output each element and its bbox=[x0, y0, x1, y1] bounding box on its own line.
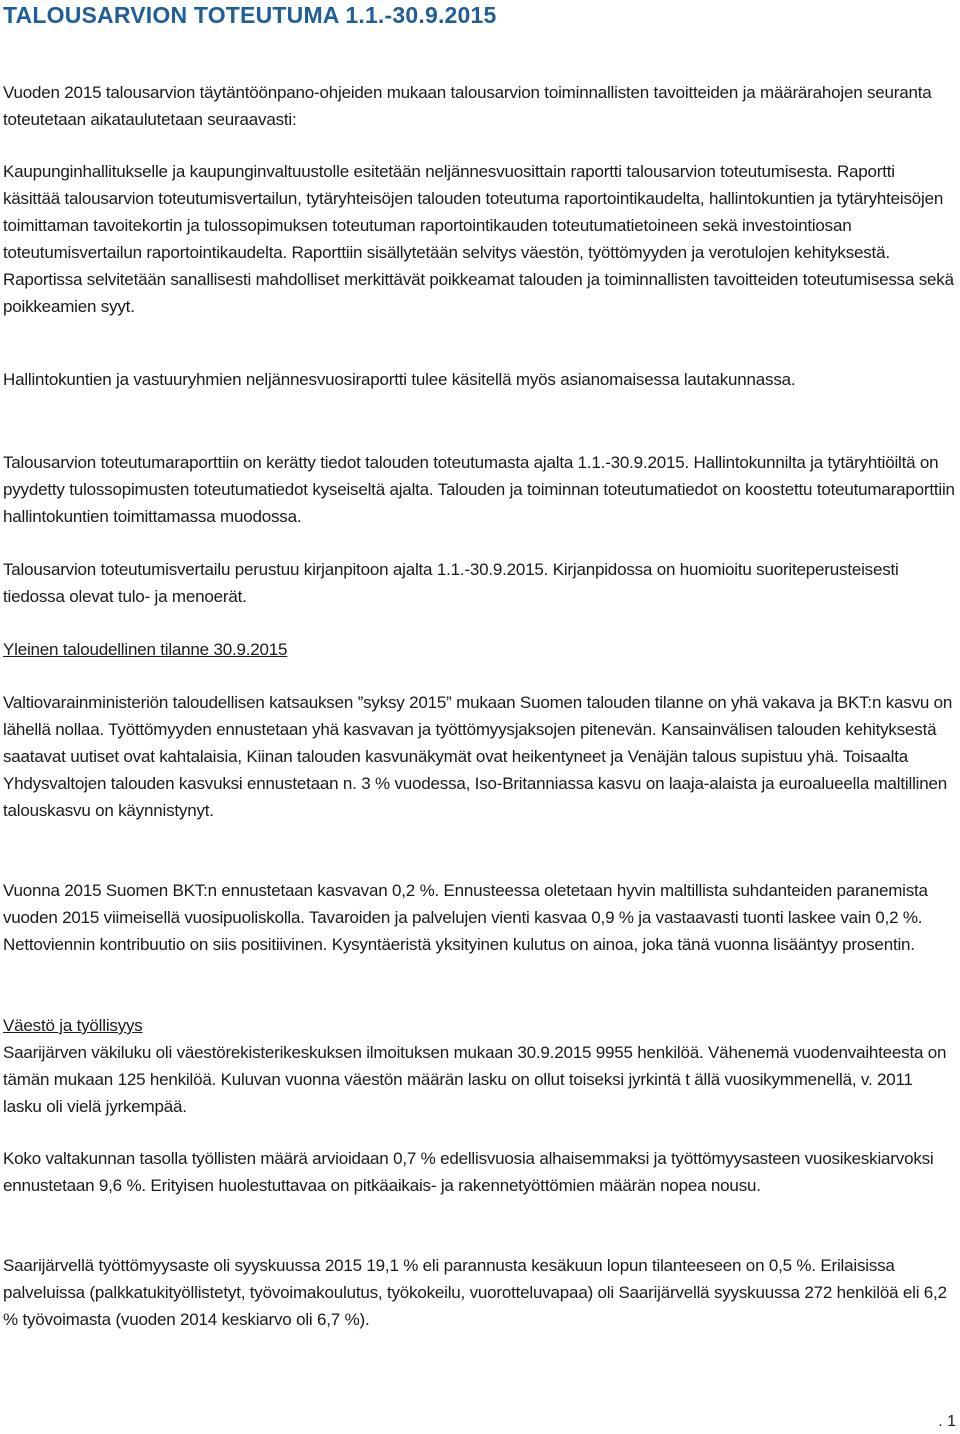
paragraph-economy-1: Valtiovarainministeriön taloudellisen katsauksen ”syksy 2015” mukaan Suomen talouden tilanne on yhä vakava ja BKT:n kasvu on lähellä nollaa. Työttömyyden ennustetaan yhä kasvavan ja työttömyysjaksojen pitenevän. Kansainvälisen talouden kehityksestä saatavat uutiset ovat kahtalaisia, Kiinan talouden kasvunäkymät ovat heikentyneet ja Venäjän talous supistuu yhä. Toisaalta Yhdysvaltojen talouden kasvuksi ennustetaan n. 3 % vuodessa, Iso-Britanniassa kasvu on laaja-alaista ja euroalueella maltillinen talouskasvu on käynnistynyt. bbox=[3, 693, 953, 820]
paragraph-intro: Vuoden 2015 talousarvion täytäntöönpano-ohjeiden mukaan talousarvion toiminnallisten tavoitteiden ja määrärahojen seuranta toteutetaan aikataulutetaan seuraavasti: bbox=[3, 83, 932, 129]
paragraph-population-2: Koko valtakunnan tasolla työllisten määrä arvioidaan 0,7 % edellisvuosia alhaisemmaksi ja työttömyysasteen vuosikeskiarvoksi ennustetaan 9,6 %. Erityisen huolestuttavaa on pitkäaikais- ja rakennetyöttömien määrän nopea nousu. bbox=[3, 1149, 934, 1195]
paragraph-data-collected: Talousarvion toteutumaraporttiin on kerätty tiedot talouden toteutumasta ajalta 1.1.-30.9.2015. Hallintokunnilta ja tytäryhtiöiltä on pyydetty tulossopimusten toteutumatiedot kyseiseltä ajalta. Talouden ja toiminnan toteutumatiedot on koostettu toteutumaraporttiin hallintokuntien toimittamassa muodossa. bbox=[3, 453, 955, 526]
paragraph-population-3: Saarijärvellä työttömyysaste oli syyskuussa 2015 19,1 % eli parannusta kesäkuun lopun tilanteeseen on 0,5 %. Erilaisissa palveluissa (palkkatukityöllistetyt, työvoimakoulutus, työkokeilu, vuorotteluvapaa) oli Saarijärvellä syyskuussa 272 henkilöä eli 6,2 % työvoimasta (vuoden 2014 keskiarvo oli 6,7 %). bbox=[3, 1256, 947, 1329]
paragraph-units: Hallintokuntien ja vastuuryhmien neljännesvuosiraportti tulee käsitellä myös asianomaisessa lautakunnassa. bbox=[3, 370, 796, 389]
section-heading-economy: Yleinen taloudellinen tilanne 30.9.2015 bbox=[3, 640, 288, 659]
paragraph-economy-2: Vuonna 2015 Suomen BKT:n ennustetaan kasvavan 0,2 %. Ennusteessa oletetaan hyvin maltillista suhdanteiden paranemista vuoden 2015 viimeisellä vuosipuoliskolla. Tavaroiden ja palvelujen vienti kasvaa 0,9 % ja vastaavasti tuonti laskee vain 0,2 %. Nettoviennin kontribuutio on siis positiivinen. Kysyntäeristä yksityinen kulutus on ainoa, joka tänä vuonna lisääntyy prosentin. bbox=[3, 881, 928, 954]
paragraph-accounting: Talousarvion toteutumisvertailu perustuu kirjanpitoon ajalta 1.1.-30.9.2015. Kirjanpidossa on huomioitu suoriteperusteisesti tiedossa olevat tulo- ja menoerät. bbox=[3, 560, 899, 606]
page-number: . 1 bbox=[938, 1413, 956, 1430]
paragraph-population-1: Saarijärven väkiluku oli väestörekisterikeskuksen ilmoituksen mukaan 30.9.2015 9955 henkilöä. Vähenemä vuodenvaihteesta on tämän mukaan 125 henkilöä. Kuluvan vuonna väestön määrän lasku on ollut toiseksi jyrkintä t ällä vuosikymmenellä, v. 2011 lasku oli vielä jyrkempää. bbox=[3, 1043, 947, 1116]
document-title: TALOUSARVION TOTEUTUMA 1.1.-30.9.2015 bbox=[3, 2, 497, 28]
section-heading-population: Väestö ja työllisyys bbox=[3, 1016, 143, 1035]
paragraph-report: Kaupunginhallitukselle ja kaupunginvaltuustolle esitetään neljännesvuosittain raportti talousarvion toteutumisesta. Raportti käsittää talousarvion toteutumisvertailun, tytäryhteisöjen talouden toteutuma raportointikaudelta, hallintokuntien ja tytäryhteisöjen toimittaman tavoitekortin ja tulossopimuksen toteutuman raportointikauden toteutumatietoineen sekä investointiosan toteutumisvertailun raportointikaudelta. Raporttiin sisällytetään selvitys väestön, työttömyyden ja verotulojen kehityksestä. Raportissa selvitetään sanallisesti mahdolliset merkittävät poikkeamat talouden ja toiminnallisten tavoitteiden toteutumisessa sekä poikkeamien syyt. bbox=[3, 162, 954, 316]
